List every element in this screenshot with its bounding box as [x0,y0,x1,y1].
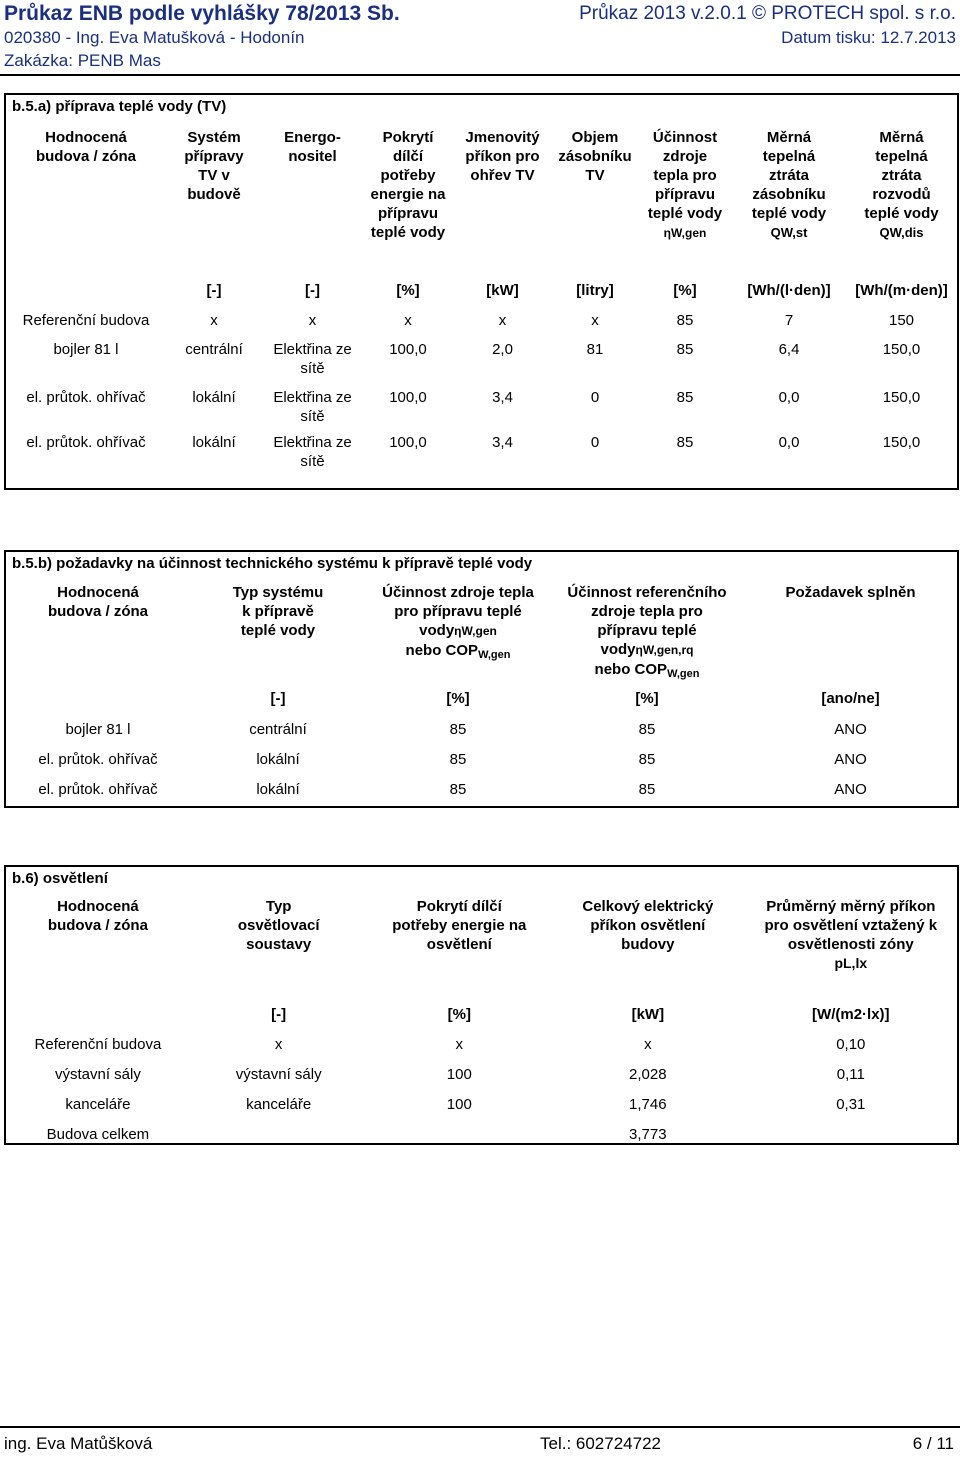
req-col-efficiency [364,583,552,689]
light-unit: [kW] [631,1006,665,1023]
tv-symbol-qdis: QW,dis [879,225,924,240]
author-phone: Tel.: 602724722 [540,1434,661,1453]
tv-symbol-qst: QW,st [770,225,808,240]
tv-col-efficiency [636,128,734,281]
tv-row [4,433,959,477]
req-col-ref-efficiency [552,583,742,689]
print-date: Datum tisku: 12.7.2013 [781,28,956,47]
light-cell: kanceláře [246,1096,312,1113]
tv-unit: [%] [673,282,697,299]
tv-cell: 150,0 [882,389,921,406]
tv-cell: el. průtok. ohřívač [26,389,146,406]
req-symbol-cop-2: nebo COP [594,661,668,678]
req-cell: centrální [249,721,307,738]
light-cell: výstavní sály [235,1066,322,1083]
req-cell: ANO [834,781,867,798]
light-col-power: Celkový elektrický příkon osvětlení budovy [582,898,714,953]
tv-col-dist-loss-label: Měrná tepelná ztráta rozvodů teplé vody [864,129,939,222]
light-cell: 2,028 [629,1066,667,1083]
light-cell: Budova celkem [46,1126,150,1143]
req-unit: [-] [270,690,286,707]
light-col-coverage: Pokrytí dílčí potřeby energie na osvětlení [392,898,527,953]
tv-cell: 85 [676,341,694,358]
req-symbol-cop: nebo COP [405,642,479,659]
tv-cell: 6,4 [778,341,800,358]
tv-unit: [kW] [486,282,519,299]
tv-cell: 0,0 [778,389,800,406]
req-cell: el. průtok. ohřívač [38,751,158,768]
light-cell: 0,11 [836,1066,865,1083]
tv-cell: el. průtok. ohřívač [26,434,146,451]
tv-col-dist-loss [844,128,959,281]
tv-cell: 7 [784,312,794,329]
req-col-met: Požadavek splněn [785,584,916,601]
light-unit: [%] [447,1006,471,1023]
tv-col-efficiency-label: Účinnost zdroje tepla pro přípravu teplé vody [647,129,723,222]
light-header-row [4,897,959,1005]
tv-table [4,128,959,477]
req-col-type: Typ systému k přípravě teplé vody [232,584,324,639]
tv-unit: [%] [396,282,420,299]
tv-cell: 81 [586,341,604,358]
req-symbol-cop-sub: W,gen [478,649,511,661]
req-symbol-eta: ηW,gen [454,624,497,638]
req-col-ref-efficiency-label: Účinnost referenčního zdroje tepla pro přípravu teplé vody [567,584,727,658]
tv-cell: 0,0 [778,434,800,451]
tv-reference-row [4,311,959,340]
light-unit: [-] [271,1006,287,1023]
light-cell: kanceláře [65,1096,131,1113]
tv-cell: Elektřina ze sítě [273,341,352,377]
header-divider [0,74,960,76]
tv-unit: [Wh/(l·den)] [747,282,831,299]
light-row [4,1095,959,1125]
tv-cell: Elektřina ze sítě [273,389,352,425]
tv-cell: 100,0 [389,389,427,406]
tv-cell: x [591,312,599,329]
req-symbol-eta-rq: ηW,gen,rq [635,643,694,657]
tv-col-power: Jmenovitý příkon pro ohřev TV [465,129,540,184]
light-cell: 0,31 [836,1096,866,1113]
tv-col-coverage: Pokrytí dílčí potřeby energie na přípravu teplé vody [370,129,446,241]
tv-col-energy: Energo-nositel [284,129,341,165]
req-col-zone: Hodnocená budova / zóna [47,584,148,620]
tv-cell: 0 [590,389,600,406]
light-cell: x [455,1036,464,1053]
tv-units-row [4,281,959,311]
light-col-specific [743,897,959,1005]
req-row [4,720,959,750]
req-cell: lokální [256,751,300,768]
light-reference-row [4,1035,959,1065]
tv-symbol-eta: ηW,gen [663,226,707,240]
req-cell: 85 [638,751,656,768]
tv-cell: 3,4 [492,434,513,451]
document-id: 020380 - Ing. Eva Matušková - Hodonín [4,28,305,47]
light-table [4,897,959,1155]
page-number: 6 / 11 [912,1434,954,1453]
req-units-row [4,689,959,720]
tv-col-storage-loss-label: Měrná tepelná ztráta zásobníku teplé vody [751,129,827,222]
tv-cell: 150 [888,312,915,329]
req-section-title: b.5.b) požadavky na účinnost technického systému k přípravě teplé vody [12,555,533,572]
req-cell: 85 [449,781,467,798]
req-cell: ANO [834,721,867,738]
tv-cell: Referenční budova [22,312,150,329]
req-symbol-cop-sub-2: W,gen [667,668,700,680]
page-header [0,0,960,76]
tv-cell: Elektřina ze sítě [273,434,352,470]
tv-cell: 150,0 [882,341,921,358]
tv-cell: 85 [676,434,694,451]
tv-unit: [-] [206,282,222,299]
req-cell: lokální [256,781,300,798]
tv-header-row [4,128,959,281]
light-cell: x [274,1036,283,1053]
req-unit: [%] [446,690,470,707]
light-col-zone: Hodnocená budova / zóna [47,898,148,934]
tv-cell: centrální [185,341,243,358]
tv-row [4,388,959,433]
page-footer [0,1426,960,1458]
tv-col-storage-loss [734,128,844,281]
light-cell: 3,773 [629,1126,667,1143]
tv-cell: 150,0 [882,434,921,451]
req-unit: [%] [635,690,659,707]
program-version: Průkaz 2013 v.2.0.1 © PROTECH spol. s r.o. [579,3,956,24]
req-unit: [ano/ne] [821,690,880,707]
light-cell: 100 [446,1096,472,1113]
author-name: ing. Eva Matůšková [4,1434,153,1453]
tv-row [4,340,959,388]
document-title: Průkaz ENB podle vyhlášky 78/2013 Sb. [4,2,400,25]
light-cell: Referenční budova [34,1036,162,1053]
req-cell: 85 [638,781,656,798]
light-unit: [W/(m2·lx)] [812,1006,890,1023]
req-cell: 85 [638,721,656,738]
req-row [4,780,959,810]
tv-cell: 2,0 [492,341,513,358]
tv-cell: 85 [676,389,694,406]
tv-col-volume: Objem zásobníku TV [558,129,632,184]
tv-unit: [litry] [576,282,614,299]
tv-unit: [Wh/(m·den)] [855,282,948,299]
req-cell: ANO [834,751,867,768]
tv-cell: bojler 81 l [53,341,119,358]
light-section-title: b.6) osvětlení [12,870,108,887]
light-col-type: Typ osvětlovací soustavy [237,898,320,953]
tv-cell: x [404,312,412,329]
tv-cell: 0 [590,434,600,451]
tv-col-system: Systém přípravy TV v budově [184,129,244,203]
req-col-efficiency-label: Účinnost zdroje tepla pro přípravu teplé vody [382,584,534,639]
light-row [4,1065,959,1095]
job-name: Zakázka: PENB Mas [4,51,161,70]
light-symbol-plx: pL,lx [834,955,868,971]
req-table [4,583,959,810]
tv-col-zone: Hodnocená budova / zóna [35,129,136,165]
req-header-row [4,583,959,689]
light-cell: 1,746 [629,1096,667,1113]
tv-cell: lokální [192,389,236,406]
tv-cell: x [498,312,507,329]
tv-cell: x [210,312,218,329]
tv-cell: x [308,312,317,329]
light-total-row [4,1125,959,1155]
tv-cell: 100,0 [389,434,427,451]
req-cell: 85 [449,751,467,768]
light-cell: 0,10 [836,1036,866,1053]
req-row [4,750,959,780]
footer-divider [0,1426,960,1428]
light-cell: výstavní sály [54,1066,141,1083]
tv-cell: 100,0 [389,341,427,358]
tv-unit: [-] [305,282,320,299]
light-col-specific-label: Průměrný měrný příkon pro osvětlení vztažený k osvětlenosti zóny [764,898,938,953]
req-cell: bojler 81 l [65,721,131,738]
tv-section-title: b.5.a) příprava teplé vody (TV) [12,98,227,115]
light-cell: x [644,1036,652,1053]
tv-cell: 85 [676,312,694,329]
tv-cell: lokální [192,434,236,451]
tv-cell: 3,4 [492,389,513,406]
req-cell: 85 [449,721,467,738]
light-cell: 100 [446,1066,472,1083]
light-units-row [4,1005,959,1035]
req-cell: el. průtok. ohřívač [38,781,158,798]
